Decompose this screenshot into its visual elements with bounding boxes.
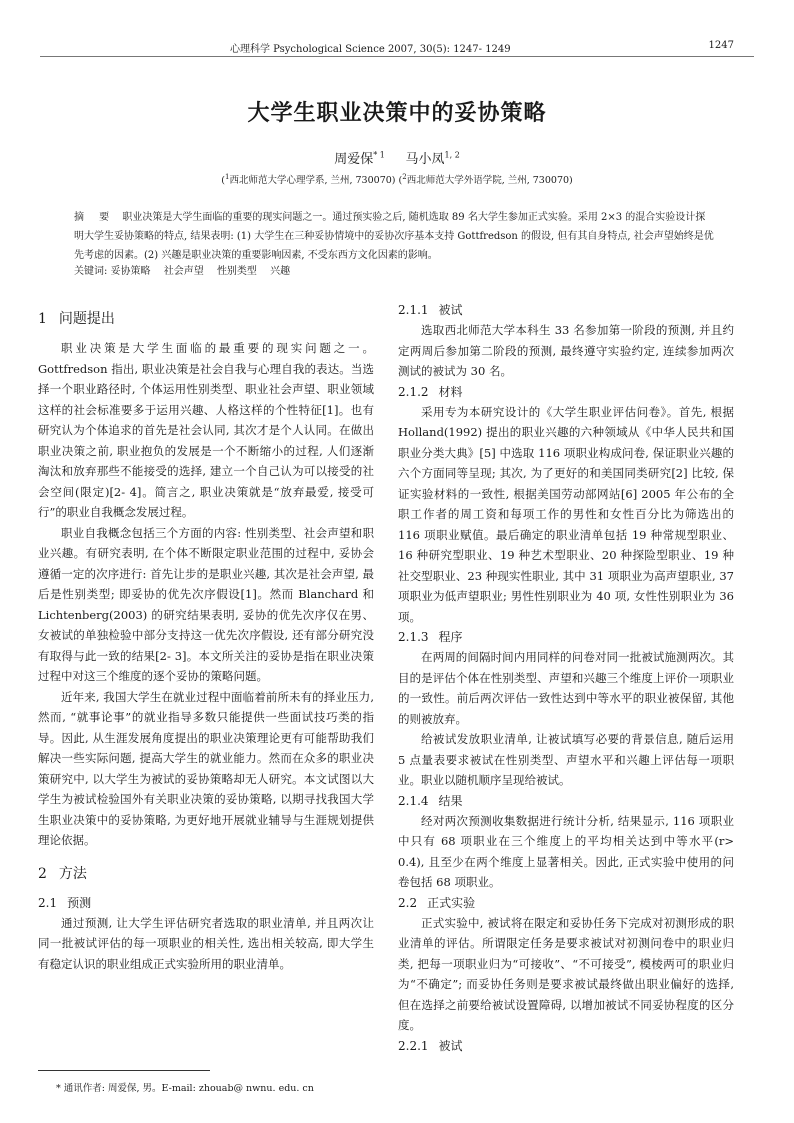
- body-paragraph: 职业决策是大学生面临的最重要的现实问题之一。Gottfredson 指出, 职业决策是社会自我与心理自我的表达。当选择一个职业路径时, 个体运用性别类型、职业社会声望、职业领域这样的社会标准要多于运用兴趣、人格这样的个性特征[1]。也有研究认为个体追求的首先是社会认同, 其次才是个人认同。在做出职业决策之前, 职业抱负的发展是一个不断缩小的过程, 人们逐渐淘汰和放弃那些不能接受的选择, 建立一个自己认为可以接受的社会空间(限定)[2- 4]。简言之, 职业决策就是“放弃最爱, 接受可行”的职业自我概念发展过程。: [38, 341, 374, 519]
- subsection-heading: 2.1.2 材料: [398, 384, 463, 399]
- footnote-rule: [38, 1070, 210, 1071]
- body-paragraph: 采用专为本研究设计的《大学生职业评估问卷》。首先, 根据 Holland(1992) 提出的职业兴趣的六种领域从《中华人民共和国职业分类大典》[5] 中选取 116 项职业构成问卷, 保证职业兴趣的六个方面同等呈现; 其次, 为了更好的和美国同类研究[2] 比较, 保证实验材料的一致性, 根据美国劳动部网站[6] 2005 年公布的全职工作者的周工资和每项工作的男性和女性百分比为筛选出的 116 项职业赋值。最后确定的职业清单包括 19 种常规型职业、16 种研究型职业、19 种艺术型职业、20 种探险型职业、19 种社交型职业、23 种现实性职业, 其中 31 项职业为高声望职业, 37 项职业为低声望职业; 男性性别职业为 40 项, 女性性别职业为 36 项。: [398, 404, 734, 624]
- paper-title: 大学生职业决策中的妥协策略: [247, 100, 547, 126]
- section-heading: 1 问题提出: [38, 311, 115, 327]
- subsection-heading: 2.1.4 结果: [398, 793, 463, 808]
- keywords-label: 关键词:: [74, 266, 108, 277]
- abstract-text: 职业决策是大学生面临的重要的现实问题之一。通过预实验之后, 随机选取 89 名大学生参加正式实验。采用 2×3 的混合实验设计探明大学生妥协策略的特点, 结果表明: (1) 大学生在三种妥协情境中的妥协次序基本支持 Gottfredson 的假设, 但有其自身特点, 社会声望始终是优先考虑的因素。(2) 兴趣是职业决策的重要影响因素, 不受东西方文化因素的影响。: [74, 212, 714, 261]
- keyword: 妥协策略: [110, 266, 151, 277]
- footnote: * 通讯作者: 周爱保, 男。E-mail: zhouab@ nwnu. edu. cn: [56, 1083, 314, 1094]
- subsection-heading: 2.1.3 程序: [398, 630, 463, 644]
- header-rule: [40, 56, 754, 57]
- body-paragraph: 近年来, 我国大学生在就业过程中面临着前所未有的择业压力, 然而, “就事论事”的就业指导多数只能提供一些面试技巧类的指导。因此, 从生涯发展角度提出的职业决策理论更有可能帮助我们解决一些实际问题, 提高大学生的就业能力。然而在众多的职业决策研究中, 以大学生为被试的妥协策略却无人研究。本文试图以大学生为被试检验国外有关职业决策的妥协策略, 以期寻找我国大学生职业决策中的妥协策略, 为更好地开展就业辅导与生涯规划提供理论依据。: [38, 689, 374, 847]
- body-paragraph: 通过预测, 让大学生评估研究者选取的职业清单, 并且两次让同一批被试评估的每一项职业的相关性, 选出相关较高, 即大学生有稳定认识的职业组成正式实验所用的职业清单。: [38, 915, 374, 971]
- page-number: 1247: [708, 40, 734, 51]
- right-column: [398, 300, 734, 1056]
- section-heading: 2 方法: [38, 865, 87, 882]
- body-paragraph: 选取西北师范大学本科生 33 名参加第一阶段的预测, 并且约定两周后参加第二阶段的预测, 最终遵守实验约定, 连续参加两次测试的被试为 30 名。: [398, 323, 734, 378]
- author-name: 马小凤: [405, 152, 445, 167]
- author-affiliation-mark: * 1: [373, 150, 385, 160]
- affiliations: ($^1$西北师范大学心理学系, 兰州, 730070) ($^2$西北师范大学外语学院, 兰州, 730070): [221, 172, 573, 186]
- subsection-heading: 2.2.1 被试: [398, 1038, 463, 1053]
- author-line: [0, 148, 794, 167]
- keyword: 社会声望: [163, 266, 204, 277]
- body-paragraph: 给被试发放职业清单, 让被试填写必要的背景信息, 随后运用 5 点量表要求被试在性别类型、声望水平和兴趣上评估每一项职业。职业以随机顺序呈现给被试。: [398, 732, 734, 787]
- keyword: 性别类型: [216, 266, 257, 277]
- author-name: 周爱保: [334, 152, 374, 167]
- journal-citation: 心理科学 Psychological Science 2007, 30(5): 1247- 1249: [230, 44, 511, 55]
- subsection-heading: 2.1.1 被试: [398, 303, 463, 317]
- abstract-label: 摘 要: [74, 212, 116, 223]
- keywords: [74, 264, 714, 280]
- keyword: 兴趣: [270, 266, 291, 277]
- abstract: [74, 208, 714, 265]
- body-paragraph: 职业自我概念包括三个方面的内容: 性别类型、社会声望和职业兴趣。有研究表明, 在个体不断限定职业范围的过程中, 妥协会遵循一定的次序进行: 首先让步的是职业兴趣, 其次是社会声望, 最后是性别类型; 即妥协的优先次序假设[1]。然而 Blanchard 和 Lichtenberg(2003) 的研究结果表明, 妥协的优先次序仅在男、女被试的单独检验中部分支持这一优先次序假设, 还有部分研究没有取得与此一致的结果[2- 3]。本文所关注的妥协是指在职业决策过程中对这三个维度的逐个妥协的策略问题。: [38, 525, 374, 683]
- left-column: [38, 300, 374, 974]
- subsection-heading: 2.1 预测: [38, 895, 92, 910]
- running-header: [0, 40, 794, 56]
- author-affiliation-mark: 1, 2: [444, 150, 460, 160]
- body-paragraph: 正式实验中, 被试将在限定和妥协任务下完成对初测形成的职业清单的评估。所谓限定任务是要求被试对初测问卷中的职业归类, 把每一项职业归为“可接收”、“不可接受”, 模棱两可的职业归为“不确定”; 而妥协任务则是要求被试最终做出职业偏好的选择, 但在选择之前要给被试设置障碍, 以增加被试不同妥协程度的区分度。: [398, 915, 734, 1032]
- subsection-heading: 2.2 正式实验: [398, 895, 476, 910]
- body-paragraph: 经对两次预测收集数据进行统计分析, 结果显示, 116 项职业中只有 68 项职业在三个维度上的平均相关达到中等水平(r> 0.4), 且至少在两个维度上显著相关。因此, 正式实验中使用的问卷包括 68 项职业。: [398, 813, 734, 889]
- body-paragraph: 在两周的间隔时间内用同样的问卷对同一批被试施测两次。其目的是评估个体在性别类型、声望和兴趣三个维度上评价一项职业的一致性。前后两次评估一致性达到中等水平的职业被保留, 其他的则被放弃。: [398, 650, 734, 726]
